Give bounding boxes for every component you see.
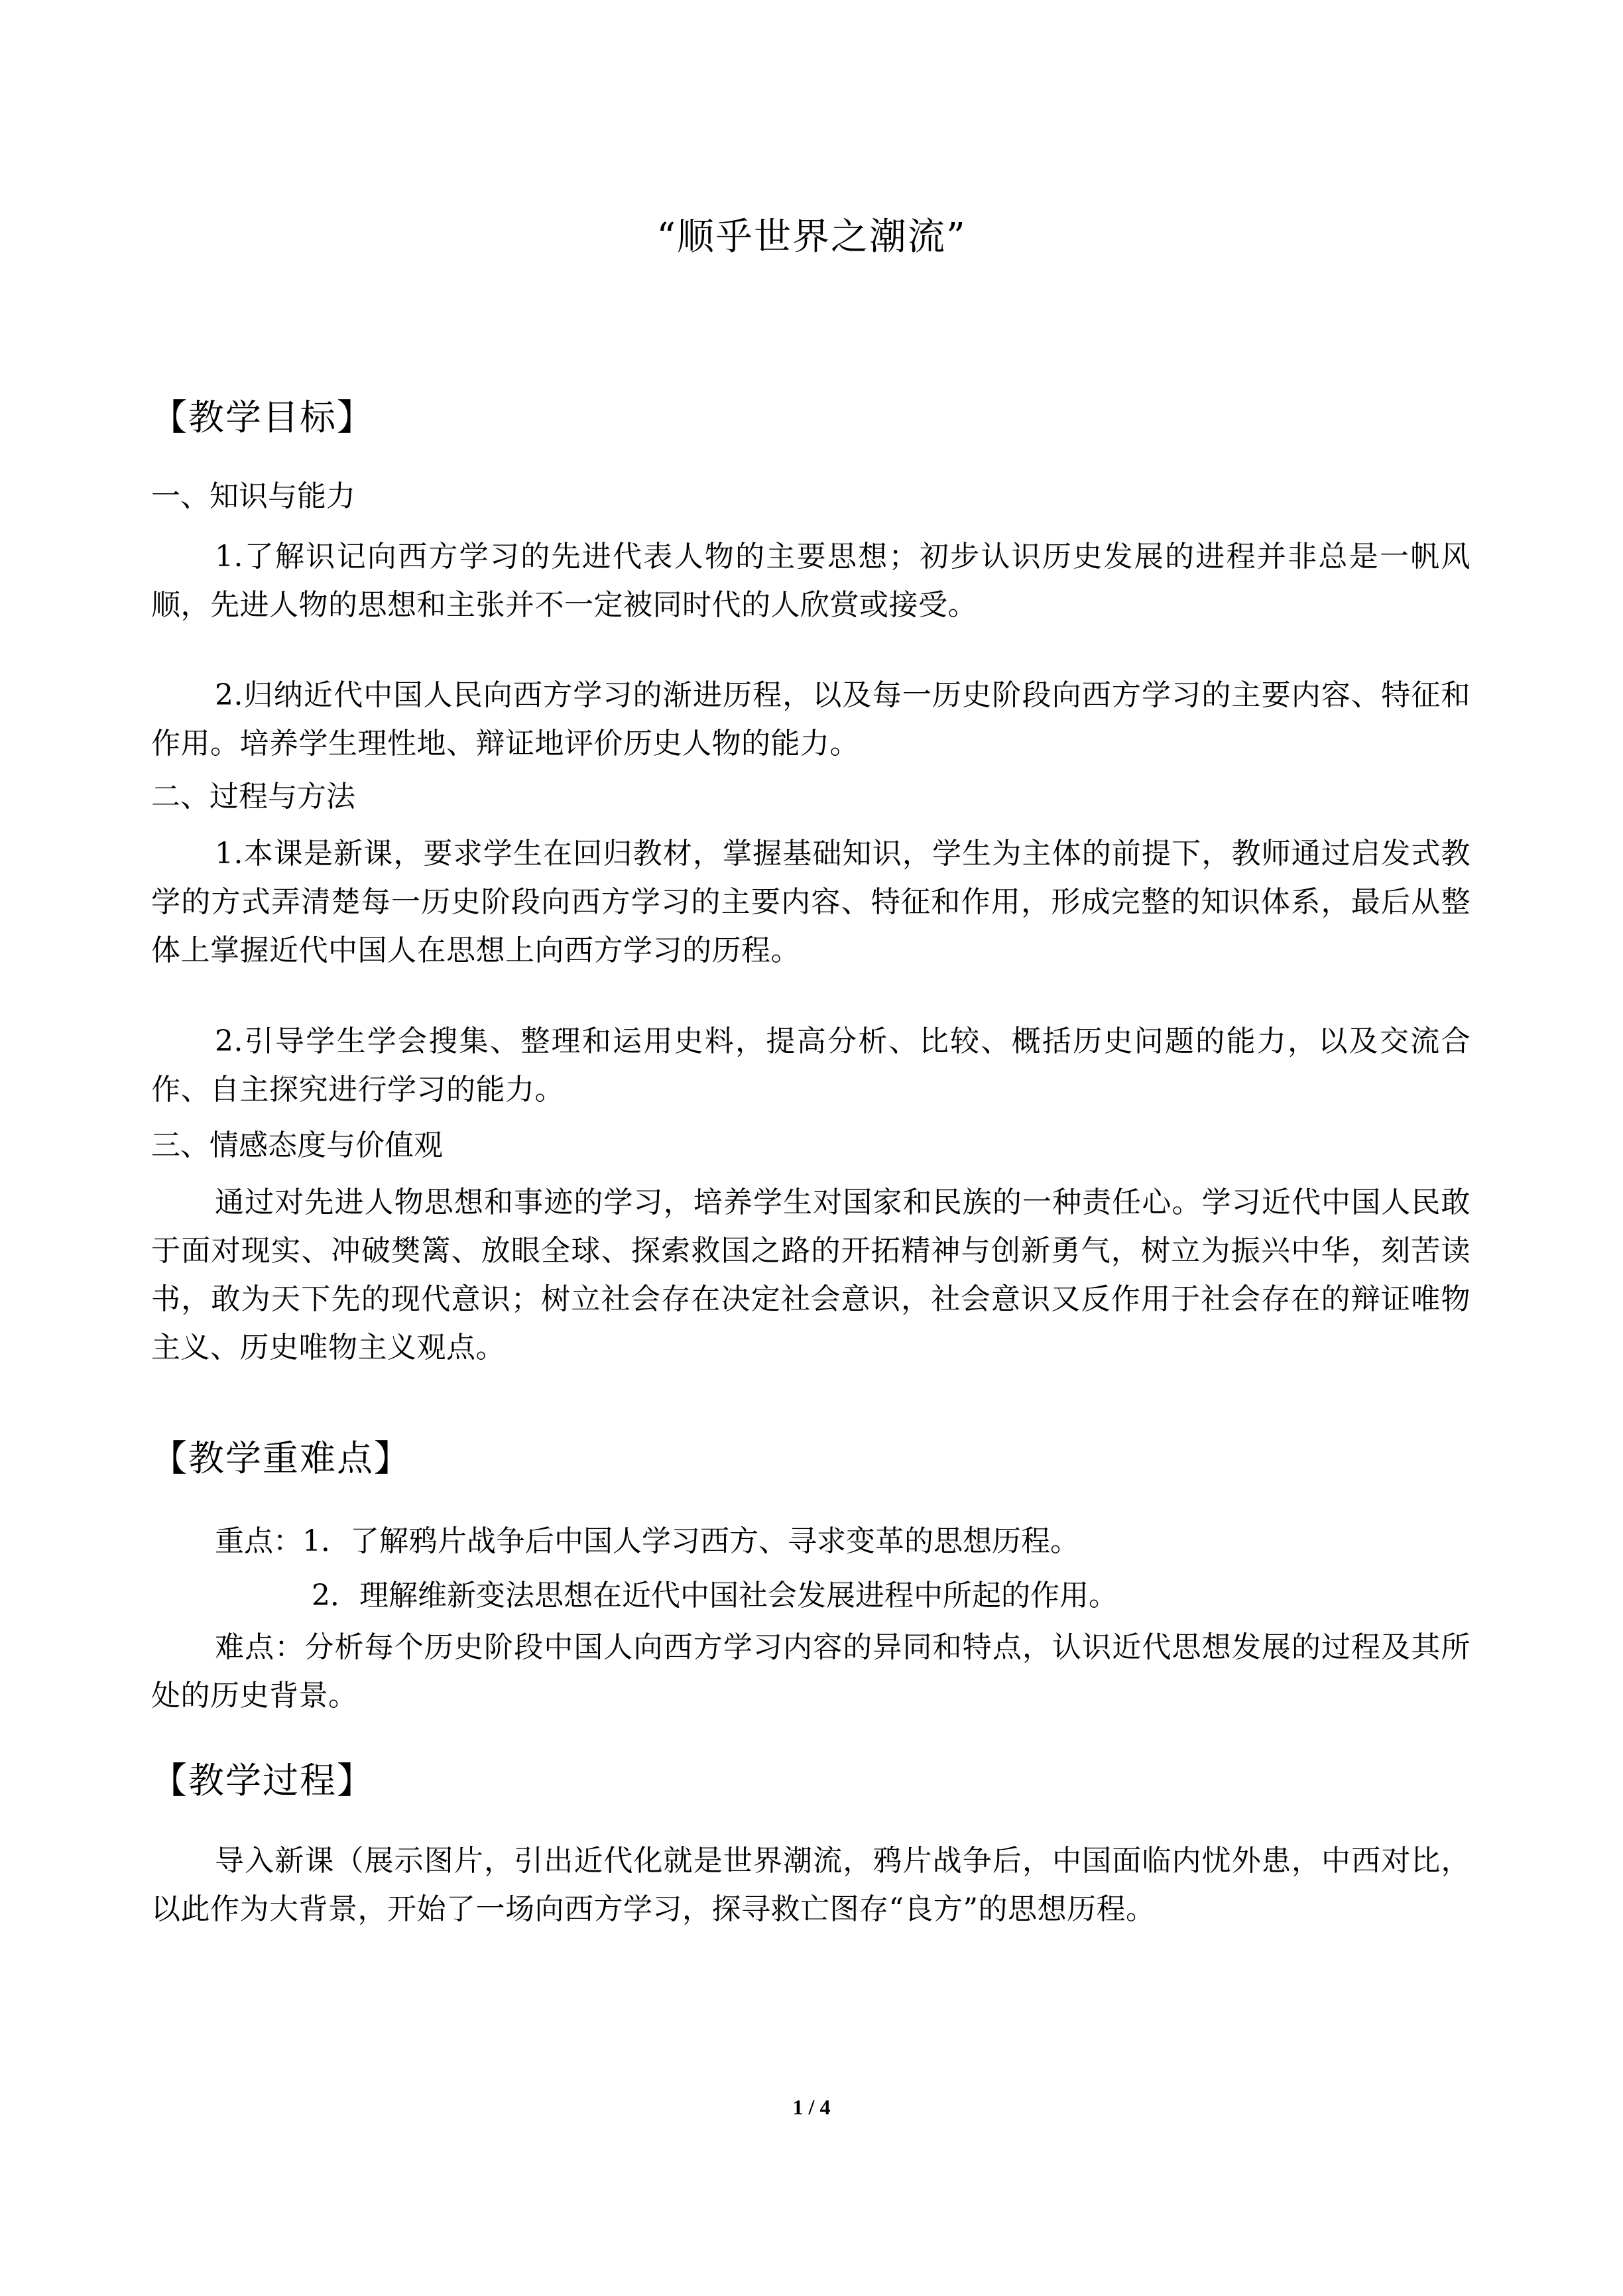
focus-point-1: 重点：1．了解鸦片战争后中国人学习西方、寻求变革的思想历程。 bbox=[215, 1524, 1079, 1558]
key-points-heading: 【教学重难点】 bbox=[151, 1437, 411, 1479]
values-heading: 三、情感态度与价值观 bbox=[151, 1128, 443, 1162]
process-paragraph-1: 1.本课是新课，要求学生在回归教材，掌握基础知识，学生为主体的前提下，教师通过启发式教学的方式弄清楚每一历史阶段向西方学习的主要内容、特征和作用，形成完整的知识体系，最后从整体上掌握近代中国人在思想上向西方学习的历程。 bbox=[151, 837, 1471, 967]
document-title: “顺乎世界之潮流” bbox=[656, 215, 967, 259]
knowledge-heading: 一、知识与能力 bbox=[151, 479, 355, 513]
process-paragraph-2: 2.引导学生学会搜集、整理和运用史料，提高分析、比较、概括历史问题的能力，以及交流合作、自主探究进行学习的能力。 bbox=[151, 1024, 1471, 1107]
knowledge-paragraph-2: 2.归纳近代中国人民向西方学习的渐进历程，以及每一历史阶段向西方学习的主要内容、特征和作用。培养学生理性地、辩证地评价历史人物的能力。 bbox=[151, 678, 1471, 760]
teaching-process-heading: 【教学过程】 bbox=[151, 1760, 374, 1801]
knowledge-paragraph-1: 1.了解识记向西方学习的先进代表人物的主要思想；初步认识历史发展的进程并非总是一帆风顺，先进人物的思想和主张并不一定被同时代的人欣赏或接受。 bbox=[151, 540, 1471, 622]
objectives-heading: 【教学目标】 bbox=[151, 396, 374, 438]
process-heading: 二、过程与方法 bbox=[151, 780, 355, 814]
difficulty-paragraph: 难点：分析每个历史阶段中国人向西方学习内容的异同和特点，认识近代思想发展的过程及其所处的历史背景。 bbox=[151, 1630, 1471, 1713]
intro-paragraph: 导入新课（展示图片，引出近代化就是世界潮流，鸦片战争后，中国面临内忧外患，中西对比，以此作为大背景，开始了一场向西方学习，探寻救亡图存“良方”的思想历程。 bbox=[151, 1844, 1471, 1926]
page-number: 1 / 4 bbox=[792, 2095, 831, 2119]
focus-point-2: 2．理解维新变法思想在近代中国社会发展进程中所起的作用。 bbox=[312, 1579, 1118, 1612]
values-paragraph: 通过对先进人物思想和事迹的学习，培养学生对国家和民族的一种责任心。学习近代中国人民敢于面对现实、冲破樊篱、放眼全球、探索救国之路的开拓精神与创新勇气，树立为振兴中华，刻苦读书，敢为天下先的现代意识；树立社会存在决定社会意识，社会意识又反作用于社会存在的辩证唯物主义、历史唯物主义观点。 bbox=[151, 1185, 1471, 1364]
